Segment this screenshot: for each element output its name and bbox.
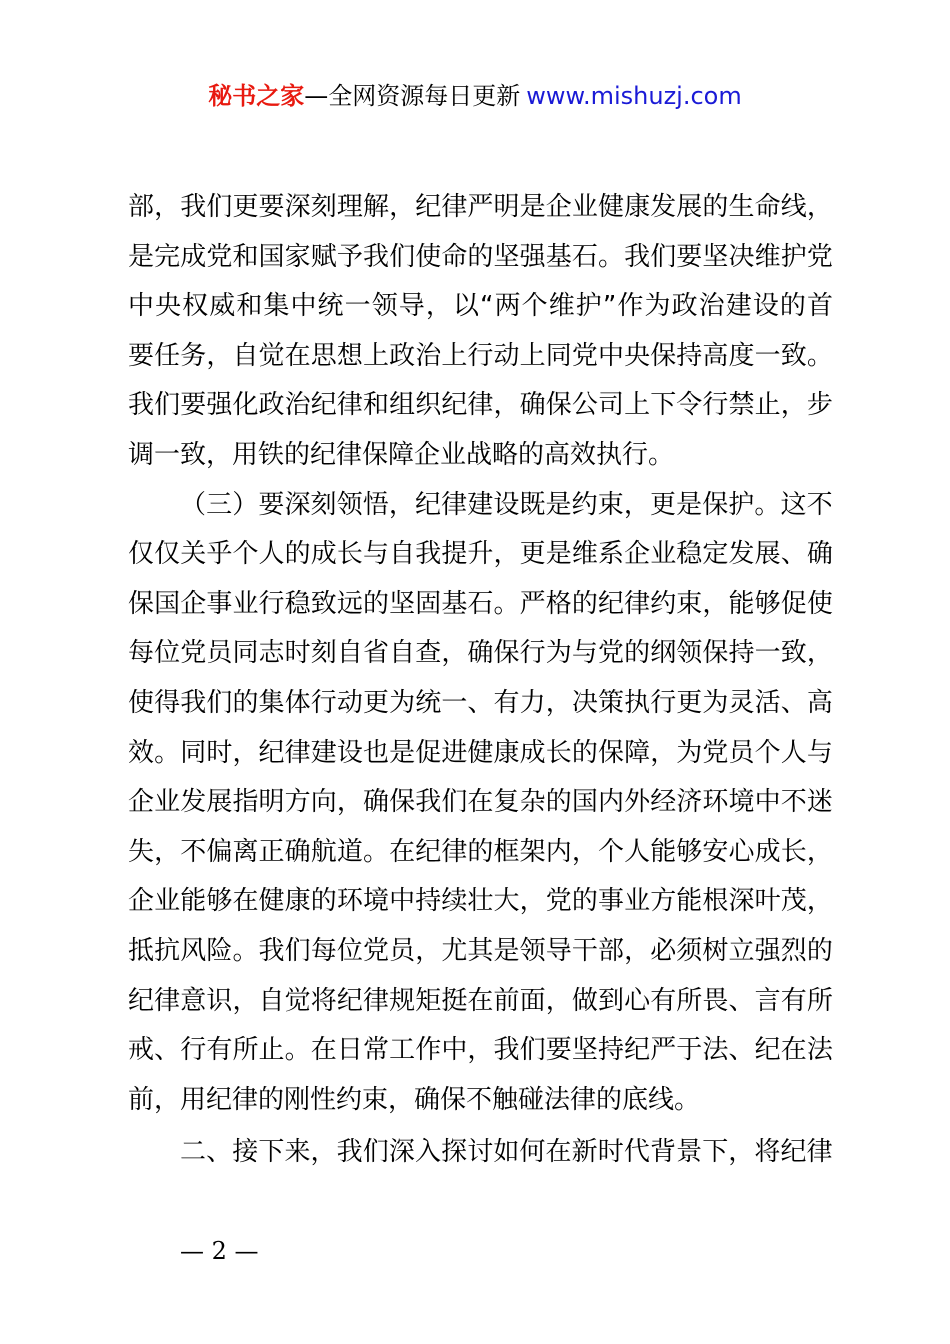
text-line: 企 业 能 够 在 健 康 的 环 境 中 持 续 壮 大 ， 党 的 事 业 方 能 根 深 叶 茂 ，	[128, 886, 833, 917]
text-line: 中 央 权 威 和 集 中 统 一 领 导 ， 以 “ 两 个 维 护 ” 作 为 政 治 建 设 的 首	[128, 291, 833, 322]
document-body	[128, 183, 833, 1125]
text-line: 抵 抗 风 险 。 我 们 每 位 党 员 ， 尤 其 是 领 导 干 部 ， 必 须 树 立 强 烈 的	[128, 935, 833, 966]
text-line: 失 ， 不 偏 离 正 确 航 道 。 在 纪 律 的 框 架 内 ， 个 人 能 够 安 心 成 长 ，	[128, 836, 833, 867]
paragraph	[128, 481, 833, 1126]
text-line: 仅 仅 关 乎 个 人 的 成 长 与 自 我 提 升 ， 更 是 维 系 企 业 稳 定 发 展 、 确	[128, 539, 833, 570]
page-number: — 2 —	[180, 1237, 259, 1265]
text-line: 保 国 企 事 业 行 稳 致 远 的 坚 固 基 石 。 严 格 的 纪 律 约 束 ， 能 够 促 使	[128, 588, 833, 619]
section-heading: 二 、 接 下 来 ， 我 们 深 入 探 讨 如 何 在 新 时 代 背 景 下 ， 将 纪 律	[180, 1137, 833, 1167]
brand-name: 秘书之家	[208, 82, 305, 110]
text-line: 是 完 成 党 和 国 家 赋 予 我 们 使 命 的 坚 强 基 石 。 我 们 要 坚 决 维 护 党	[128, 241, 833, 272]
text-line: 纪 律 意 识 ， 自 觉 将 纪 律 规 矩 挺 在 前 面 ， 做 到 心 有 所 畏 、 言 有 所	[128, 985, 833, 1016]
text-line: 调一致，用铁的纪律保障企业战略的高效执行。	[128, 439, 675, 470]
banner-tagline: —全网资源每日更新	[304, 82, 521, 110]
text-line: 戒 、 行 有 所 止 。 在 日 常 工 作 中 ， 我 们 要 坚 持 纪 严 于 法 、 纪 在 法	[128, 1035, 833, 1066]
text-line: 企 业 发 展 指 明 方 向 ， 确 保 我 们 在 复 杂 的 国 内 外 经 济 环 境 中 不 迷	[128, 787, 833, 818]
text-line: 效 。 同 时 ， 纪 律 建 设 也 是 促 进 健 康 成 长 的 保 障 ， 为 党 员 个 人 与	[128, 737, 833, 768]
text-line: 每 位 党 员 同 志 时 刻 自 省 自 查 ， 确 保 行 为 与 党 的 纲 领 保 持 一 致 ，	[128, 638, 833, 669]
site-url-link[interactable]: www.mishuzj.com	[526, 82, 742, 110]
text-line: 我 们 要 强 化 政 治 纪 律 和 组 织 纪 律 ， 确 保 公 司 上 下 令 行 禁 止 ， 步	[128, 390, 833, 421]
text-line: （ 三 ） 要 深 刻 领 悟 ， 纪 律 建 设 既 是 约 束 ， 更 是 保 护 。 这 不	[180, 489, 833, 520]
text-line: 使 得 我 们 的 集 体 行 动 更 为 统 一 、 有 力 ， 决 策 执 行 更 为 灵 活 、 高	[128, 687, 833, 718]
text-line: 部 ， 我 们 更 要 深 刻 理 解 ， 纪 律 严 明 是 企 业 健 康 发 展 的 生 命 线 ，	[128, 192, 833, 222]
text-line: 要 任 务 ， 自 觉 在 思 想 上 政 治 上 行 动 上 同 党 中 央 保 持 高 度 一 致 。	[128, 340, 833, 371]
paragraph	[128, 183, 833, 481]
text-line: 前，用纪律的刚性约束，确保不触碰法律的底线。	[128, 1084, 701, 1115]
site-banner	[0, 80, 950, 112]
